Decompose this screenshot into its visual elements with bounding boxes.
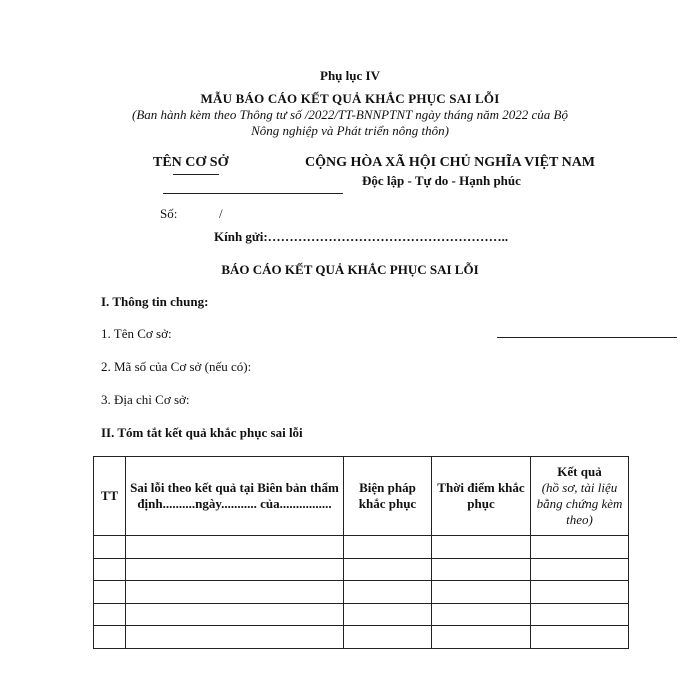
section2-heading: II. Tóm tắt kết quả khắc phục sai lỗi <box>101 425 303 440</box>
col-header-result-title: Kết quả <box>557 464 602 479</box>
issuance-note-line2: Nông nghiệp và Phát triển nông thôn) <box>251 123 449 138</box>
results-table <box>93 456 629 649</box>
table-cell[interactable] <box>432 558 531 581</box>
table-cell[interactable] <box>531 626 629 649</box>
table-cell[interactable] <box>126 626 344 649</box>
facility-name-fill-line <box>497 337 677 338</box>
table-cell[interactable] <box>94 536 126 559</box>
national-motto: Độc lập - Tự do - Hạnh phúc <box>362 173 521 188</box>
document-number-label: Số: <box>160 206 178 221</box>
table-cell[interactable] <box>531 581 629 604</box>
table-cell[interactable] <box>94 581 126 604</box>
table-cell[interactable] <box>344 626 432 649</box>
col-header-tt: TT <box>94 457 126 536</box>
recipient-line: Kính gửi:……………………………………………….. <box>214 229 509 244</box>
form-title: MẪU BÁO CÁO KẾT QUẢ KHẮC PHỤC SAI LỖI <box>200 91 500 106</box>
col-header-error: Sai lỗi theo kết quả tại Biên bản thẩm định..........ngày........... của................ <box>126 457 344 536</box>
table-cell[interactable] <box>126 603 344 626</box>
table-cell[interactable] <box>432 536 531 559</box>
col-header-result-note: (hồ sơ, tài liệu bằng chứng kèm theo) <box>536 480 623 527</box>
table-cell[interactable] <box>126 558 344 581</box>
table-cell[interactable] <box>126 536 344 559</box>
table-cell[interactable] <box>94 626 126 649</box>
table-cell[interactable] <box>94 558 126 581</box>
table-row <box>94 558 629 581</box>
facility-code-field: 2. Mã số của Cơ sở (nếu có): <box>101 359 252 374</box>
table-cell[interactable] <box>344 603 432 626</box>
table-cell[interactable] <box>531 603 629 626</box>
table-cell[interactable] <box>531 558 629 581</box>
facility-name-underline <box>173 174 219 175</box>
issuance-note-line1: (Ban hành kèm theo Thông tư số /2022/TT-BNNPTNT ngày tháng năm 2022 của Bộ <box>132 107 568 122</box>
table-cell[interactable] <box>126 581 344 604</box>
header-divider-line <box>163 193 343 194</box>
table-cell[interactable] <box>432 581 531 604</box>
republic-title: CỘNG HÒA XÃ HỘI CHỦ NGHĨA VIỆT NAM <box>305 155 596 170</box>
table-row <box>94 581 629 604</box>
col-header-time: Thời điểm khắc phục <box>432 457 531 536</box>
facility-name-field: 1. Tên Cơ sở: <box>101 326 172 341</box>
table-row <box>94 536 629 559</box>
table-row <box>94 626 629 649</box>
table-cell[interactable] <box>344 536 432 559</box>
table-cell[interactable] <box>344 581 432 604</box>
col-header-result <box>531 457 629 536</box>
table-cell[interactable] <box>432 626 531 649</box>
facility-name-label: TÊN CƠ SỞ <box>153 155 229 170</box>
report-heading: BÁO CÁO KẾT QUẢ KHẮC PHỤC SAI LỖI <box>221 262 479 277</box>
table-header-row <box>94 457 629 536</box>
table-cell[interactable] <box>531 536 629 559</box>
table-cell[interactable] <box>344 558 432 581</box>
col-header-measure: Biện pháp khắc phục <box>344 457 432 536</box>
appendix-label: Phụ lục IV <box>320 68 380 83</box>
facility-address-field: 3. Địa chỉ Cơ sở: <box>101 392 190 407</box>
table-row <box>94 603 629 626</box>
table-body <box>94 536 629 649</box>
document-number-slash: / <box>219 206 223 221</box>
table-cell[interactable] <box>432 603 531 626</box>
table-cell[interactable] <box>94 603 126 626</box>
section1-heading: I. Thông tin chung: <box>101 294 209 309</box>
